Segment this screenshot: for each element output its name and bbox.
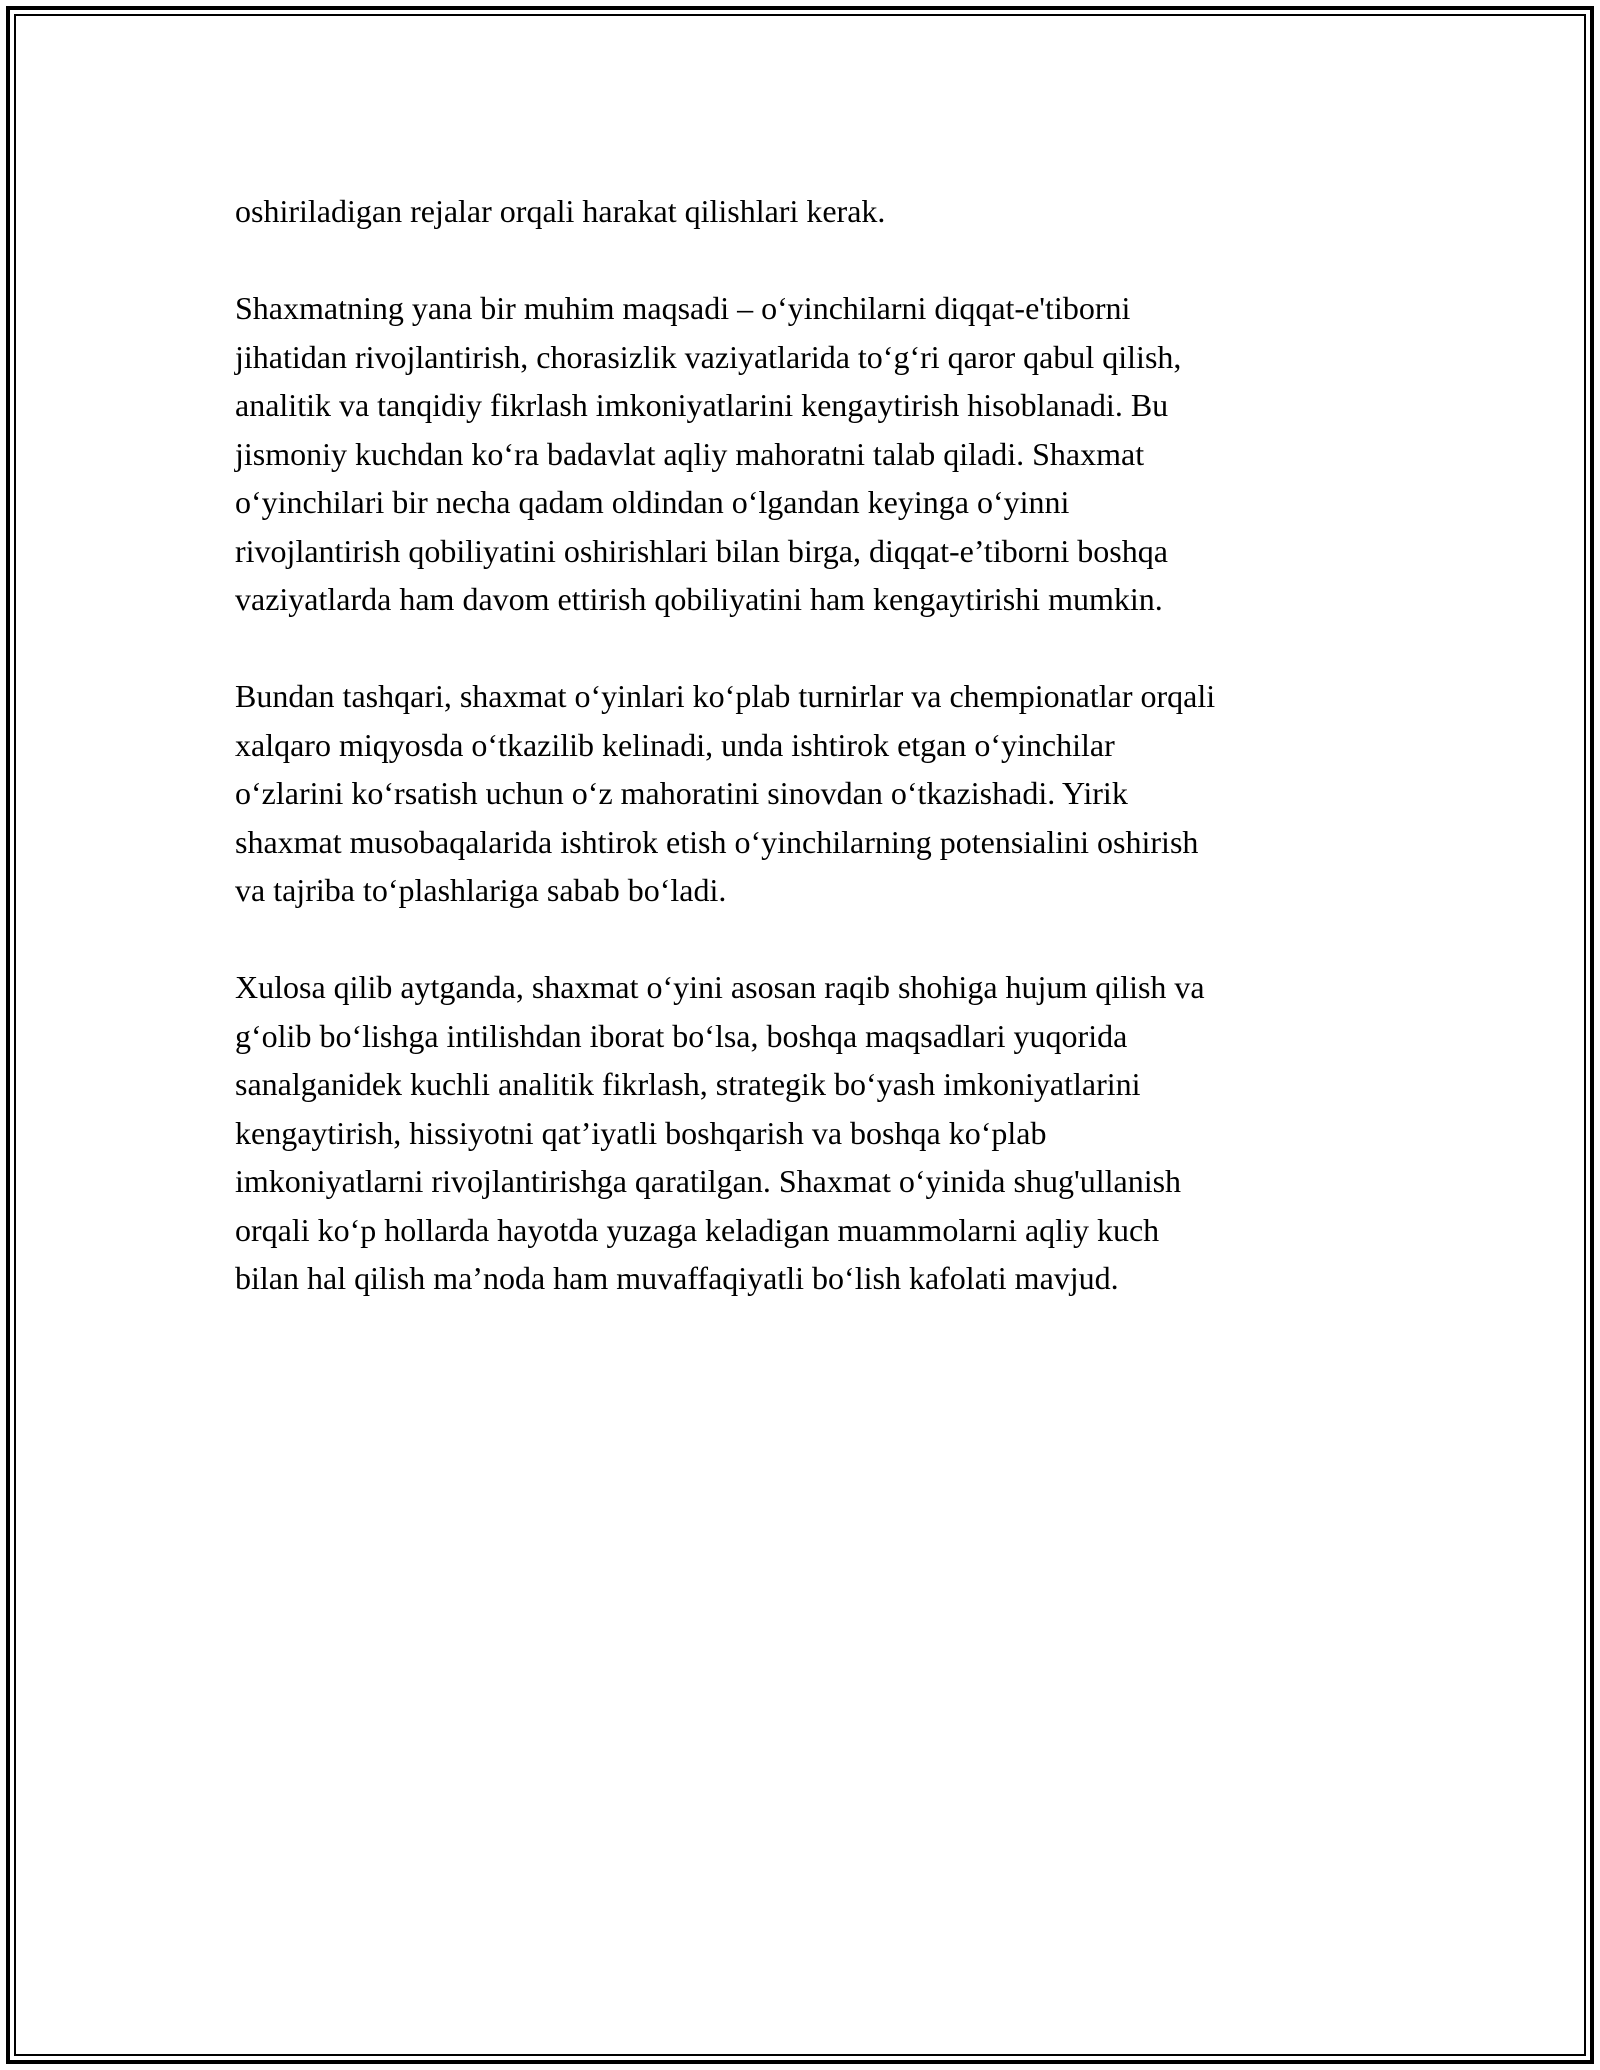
paragraph-3: Bundan tashqari, shaxmat o‘yinlari ko‘plab turnirlar va chempionatlar orqali xalqaro miqyosda o‘tkazilib kelinadi, unda ishtirok etgan o‘yinchilar o‘zlarini ko‘rsatish uchun o‘z mahoratini sinovdan o‘tkazishadi. Yirik shaxmat musobaqalarida ishtirok etish o‘yinchilarning potensialini oshirish va tajriba to‘plashlariga sabab bo‘ladi. [235, 678, 1216, 908]
paragraph-4: Xulosa qilib aytganda, shaxmat o‘yini asosan raqib shohiga hujum qilish va g‘olib bo‘lishga intilishdan iborat bo‘lsa, boshqa maqsadlari yuqorida sanalganidek kuchli analitik fikrlash, strategik bo‘yash imkoniyatlarini kengaytirish, hissiyotni qat’iyatli boshqarish va boshqa ko‘plab imkoniyatlarni rivojlantirishga qaratilgan. Shaxmat o‘yinida shug'ullanish orqali ko‘p hollarda hayotda yuzaga keladigan muammolarni aqliy kuch bilan hal qilish ma’noda ham muvaffaqiyatli bo‘lish kafolati mavjud. [235, 969, 1205, 1296]
paragraph-1: oshiriladigan rejalar orqali harakat qilishlari kerak. [235, 193, 886, 229]
paragraph-2: Shaxmatning yana bir muhim maqsadi – o‘yinchilarni diqqat-e'tiborni jihatidan rivojlantirish, chorasizlik vaziyatlarida to‘g‘ri qaror qabul qilish, analitik va tanqidiy fikrlash imkoniyatlarini kengaytirish hisoblanadi. Bu jismoniy kuchdan ko‘ra badavlat aqliy mahoratni talab qiladi. Shaxmat o‘yinchilari bir necha qadam oldindan o‘lgandan keyinga o‘yinni rivojlantirish qobiliyatini oshirishlari bilan birga, diqqat-e’tiborni boshqa vaziyatlarda ham davom ettirish qobiliyatini ham kengaytirishi mumkin. [235, 290, 1182, 617]
document-body [235, 187, 1375, 1351]
